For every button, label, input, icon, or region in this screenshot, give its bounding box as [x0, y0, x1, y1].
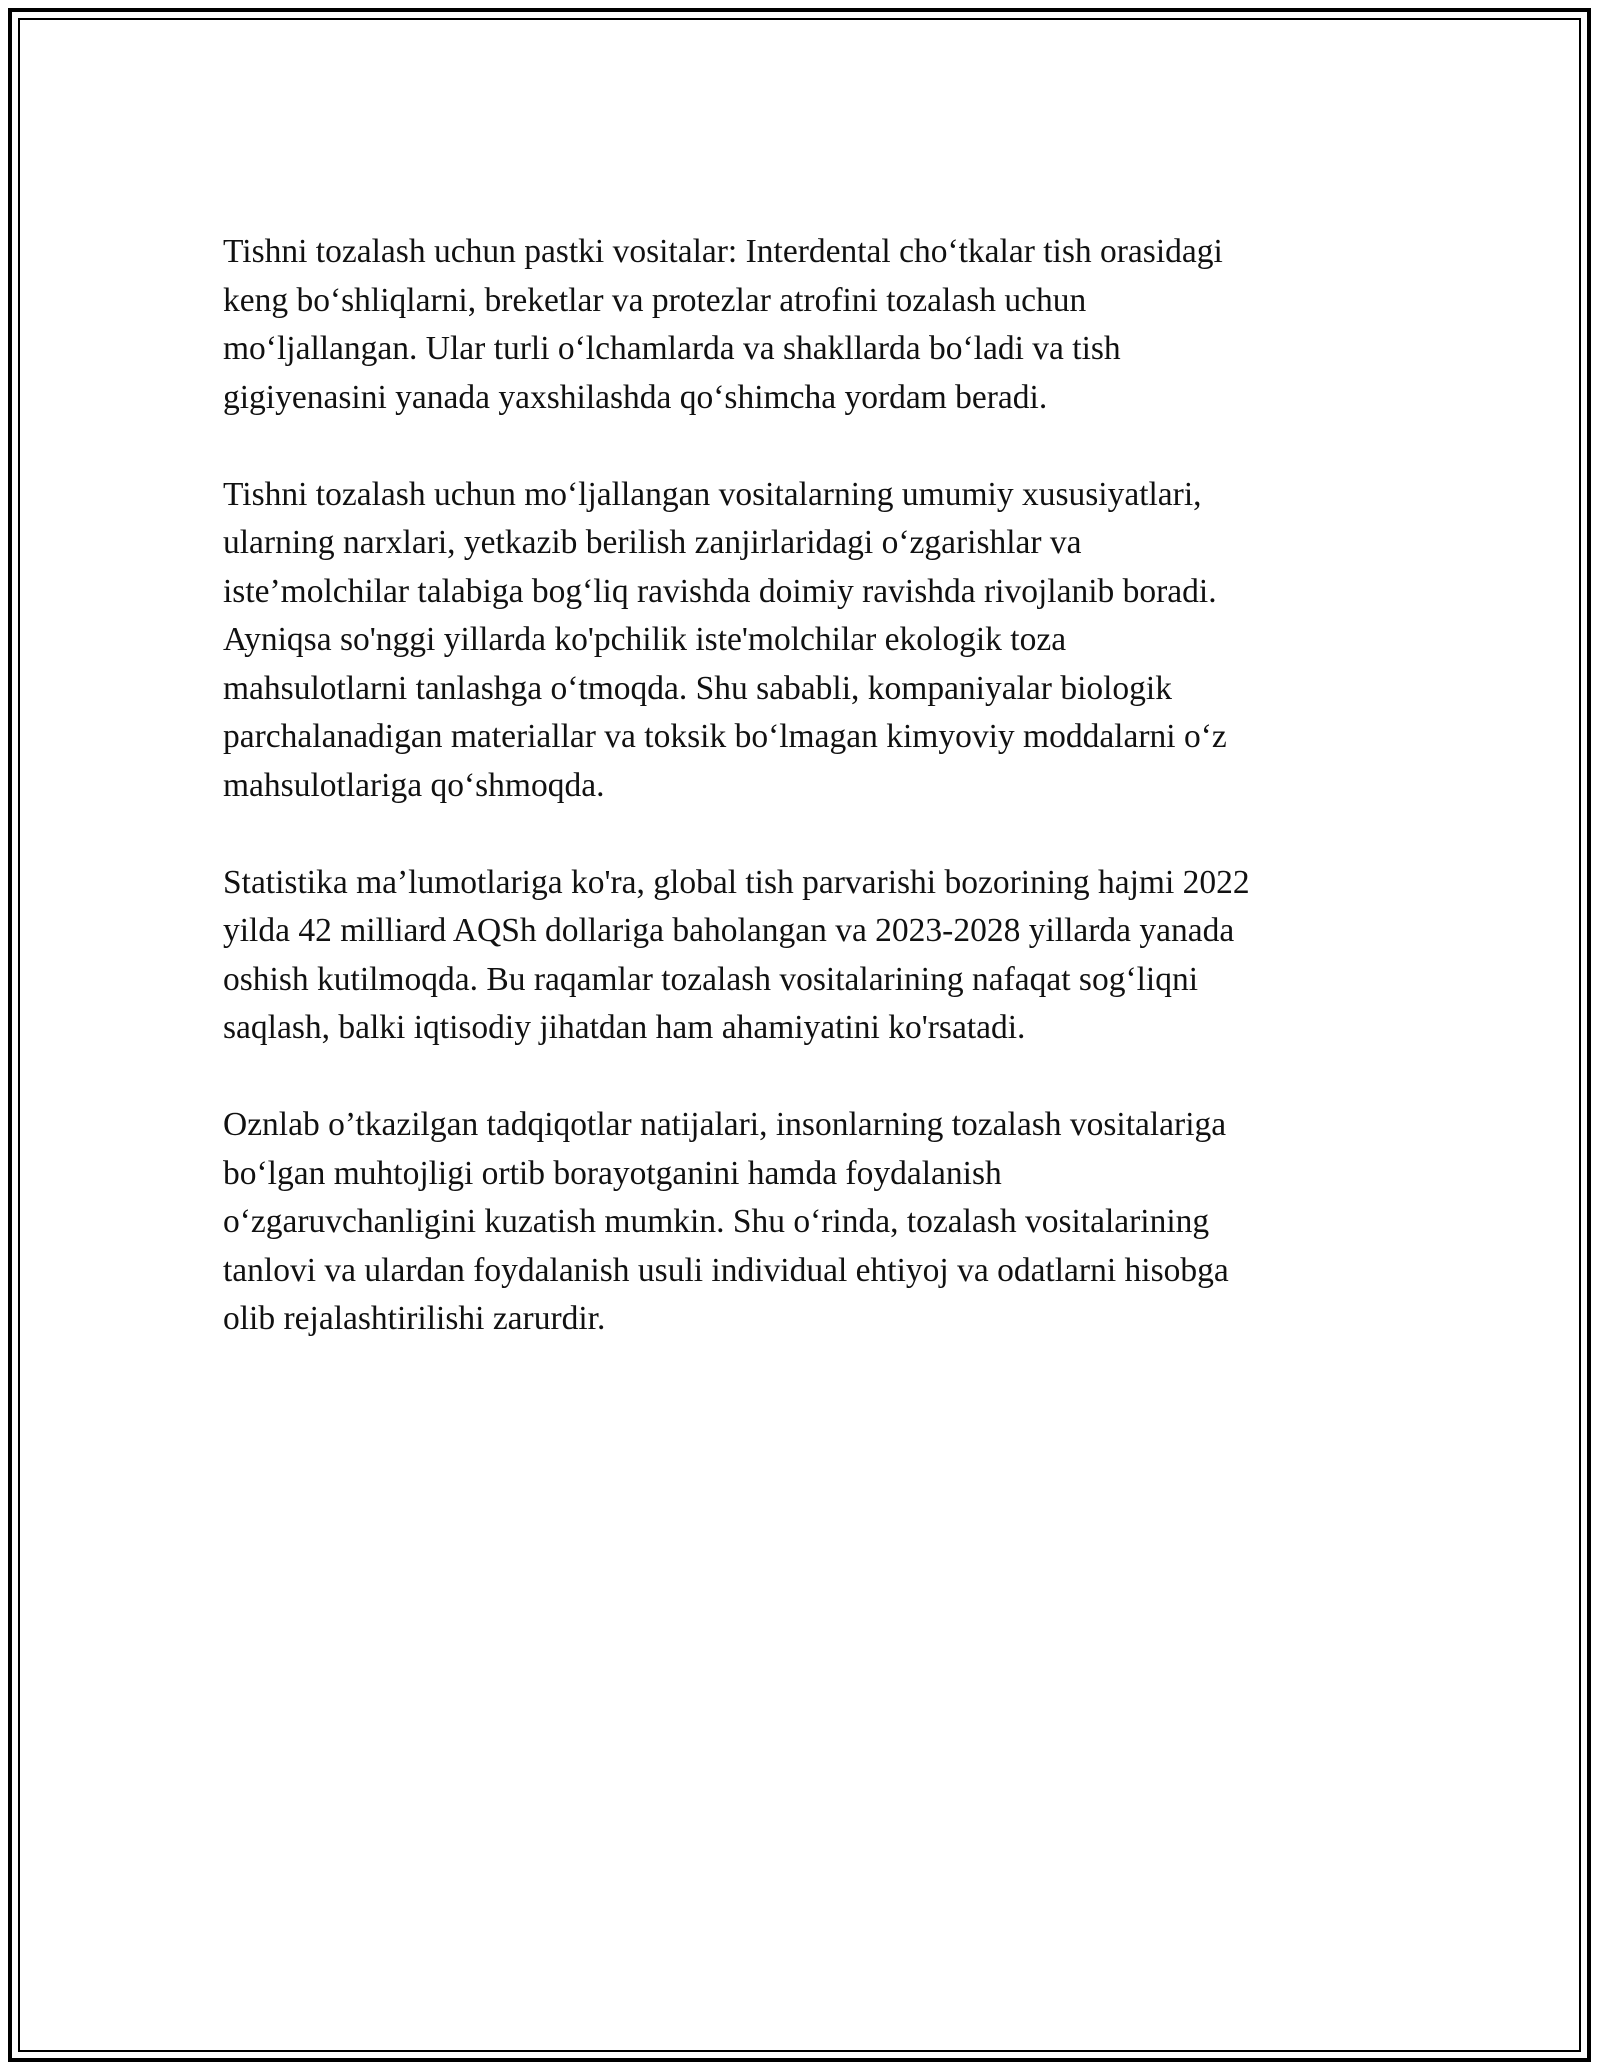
paragraph-interdental-brushes: Tishni tozalash uchun pastki vositalar: Interdental cho‘tkalar tish orasidagi keng bo‘shliqlarni, breketlar va protezlar atrofini tozalash uchun mo‘ljallangan. Ular turli o‘lchamlarda va shakllarda bo‘ladi va tish gigiyenasini yanada yaxshilashda qo‘shimcha yordam beradi. [223, 233, 1223, 416]
document-body [223, 228, 1373, 1344]
paragraph-general-properties: Tishni tozalash uchun mo‘ljallangan vositalarning umumiy xususiyatlari, ularning narxlari, yetkazib berilish zanjirlaridagi o‘zgarishlar va iste’molchilar talabiga bog‘liq ravishda doimiy ravishda rivojlanib boradi. Ayniqsa so'nggi yillarda ko'pchilik iste'molchilar ekologik toza mahsulotlarni tanlashga o‘tmoqda. Shu sababli, kompaniyalar biologik parchalanadigan materiallar va toksik bo‘lmagan kimyoviy moddalarni o‘z mahsulotlariga qo‘shmoqda. [223, 475, 1227, 804]
paragraph-market-statistics: Statistika ma’lumotlariga ko'ra, global tish parvarishi bozorining hajmi 2022 yilda 42 milliard AQSh dollariga baholangan va 2023-2028 yillarda yanada oshish kutilmoqda. Bu raqamlar tozalash vositalarining nafaqat sog‘liqni saqlash, balki iqtisodiy jihatdan ham ahamiyatini ko'rsatadi. [223, 863, 1250, 1046]
paragraph-research-results: Oznlab o’tkazilgan tadqiqotlar natijalari, insonlarning tozalash vositalariga bo‘lgan muhtojligi ortib borayotganini hamda foydalanish o‘zgaruvchanligini kuzatish mumkin. Shu o‘rinda, tozalash vositalarining tanlovi va ulardan foydalanish usuli individual ehtiyoj va odatlarni hisobga olib rejalashtirilishi zarurdir. [223, 1106, 1229, 1337]
